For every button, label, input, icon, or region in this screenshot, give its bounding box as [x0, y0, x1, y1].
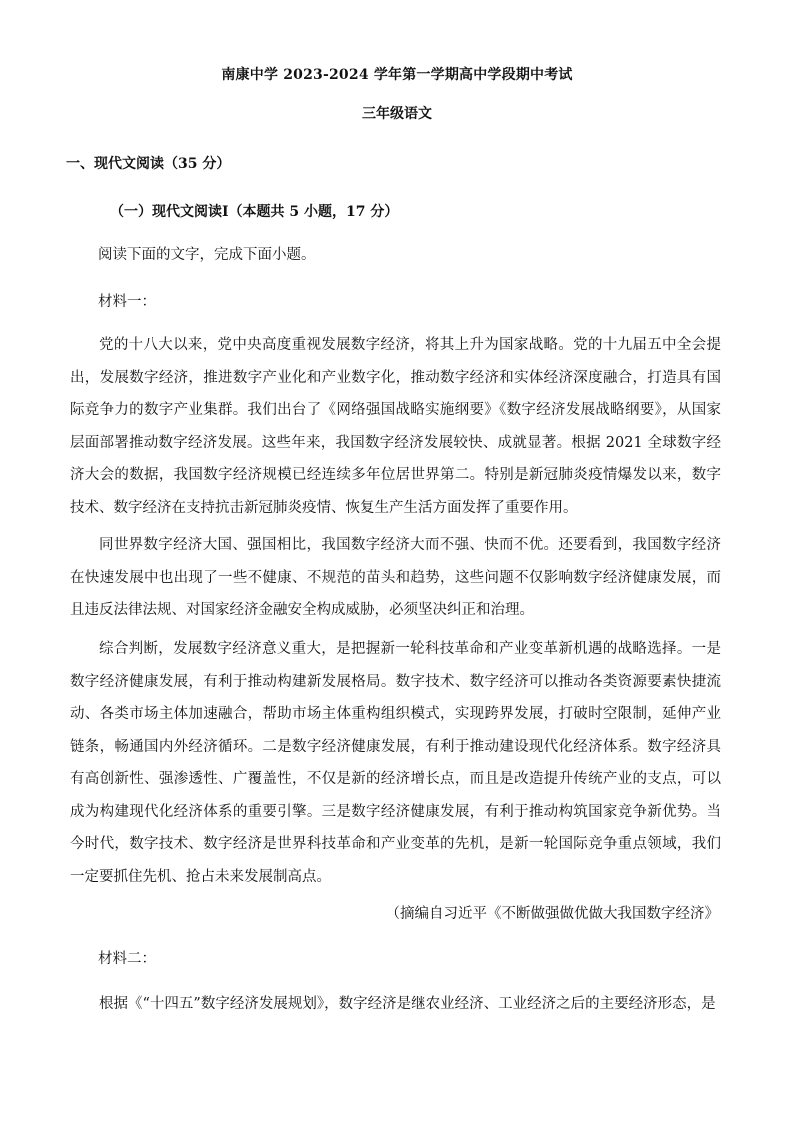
material-one-source: （摘编自习近平《不断做强做优做大我国数字经济》 [385, 906, 719, 922]
reading-instruction: 阅读下面的文字，完成下面小题。 [98, 247, 316, 263]
material-two-paragraph-1: 根据《“十四五”数字经济发展规划》，数字经济是继农业经济、工业经济之后的主要经济形态，是 [99, 996, 716, 1012]
material-one-label: 材料一： [98, 294, 156, 310]
section-heading: 一、现代文阅读（35 分） [66, 156, 231, 172]
subsection-heading: （一）现代文阅读Ⅰ（本题共 5 小题，17 分） [110, 204, 399, 220]
material-two-label: 材料二： [98, 951, 156, 967]
material-one-paragraph-3: 综合判断，发展数字经济意义重大，是把握新一轮科技革命和产业变革新机遇的战略选择。一是数字经济健康发展，有利于推动构建新发展格局。数字技术、数字经济可以推动各类资源要素快捷流动、各类市场主体加速融合，帮助市场主体重构组织模式，实现跨界发展，打破时空限制，延伸产业链条，畅通国内外经济循环。二是数字经济健康发展，有利于推动建设现代化经济体系。数字经济具有高创新性、强渗透性、广覆盖性，不仅是新的经济增长点，而且是改造提升传统产业的支点，可以成为构建现代化经济体系的重要引擎。三是数字经济健康发展，有利于推动构筑国家竞争新优势。当今时代，数字技术、数字经济是世界科技革命和产业变革的先机，是新一轮国际竞争重点领域，我们一定要抓住先机、抢占未来发展制高点。 [70, 641, 721, 885]
material-one-paragraph-2: 同世界数字经济大国、强国相比，我国数字经济大而不强、快而不优。还要看到，我国数字经济在快速发展中也出现了一些不健康、不规范的苗头和趋势，这些问题不仅影响数字经济健康发展，而且违反法律法规、对国家经济金融安全构成威胁，必须坚决纠正和治理。 [70, 537, 721, 618]
exam-title: 南康中学 2023-2024 学年第一学期高中学段期中考试 [221, 67, 573, 83]
material-one-paragraph-1: 党的十八大以来，党中央高度重视发展数字经济，将其上升为国家战略。党的十九届五中全会提出，发展数字经济，推进数字产业化和产业数字化，推动数字经济和实体经济深度融合，打造具有国际竞争力的数字产业集群。我们出台了《网络强国战略实施纲要》《数字经济发展战略纲要》，从国家层面部署推动数字经济发展。这些年来，我国数字经济发展较快、成就显著。根据 2021 全球数字经济大会的数据，我国数字经济规模已经连续多年位居世界第二。特别是新冠肺炎疫情爆发以来，数字技术、数字经济在支持抗击新冠肺炎疫情、恢复生产生活方面发挥了重要作用。 [70, 337, 721, 516]
subject-title: 三年级语文 [362, 106, 432, 122]
